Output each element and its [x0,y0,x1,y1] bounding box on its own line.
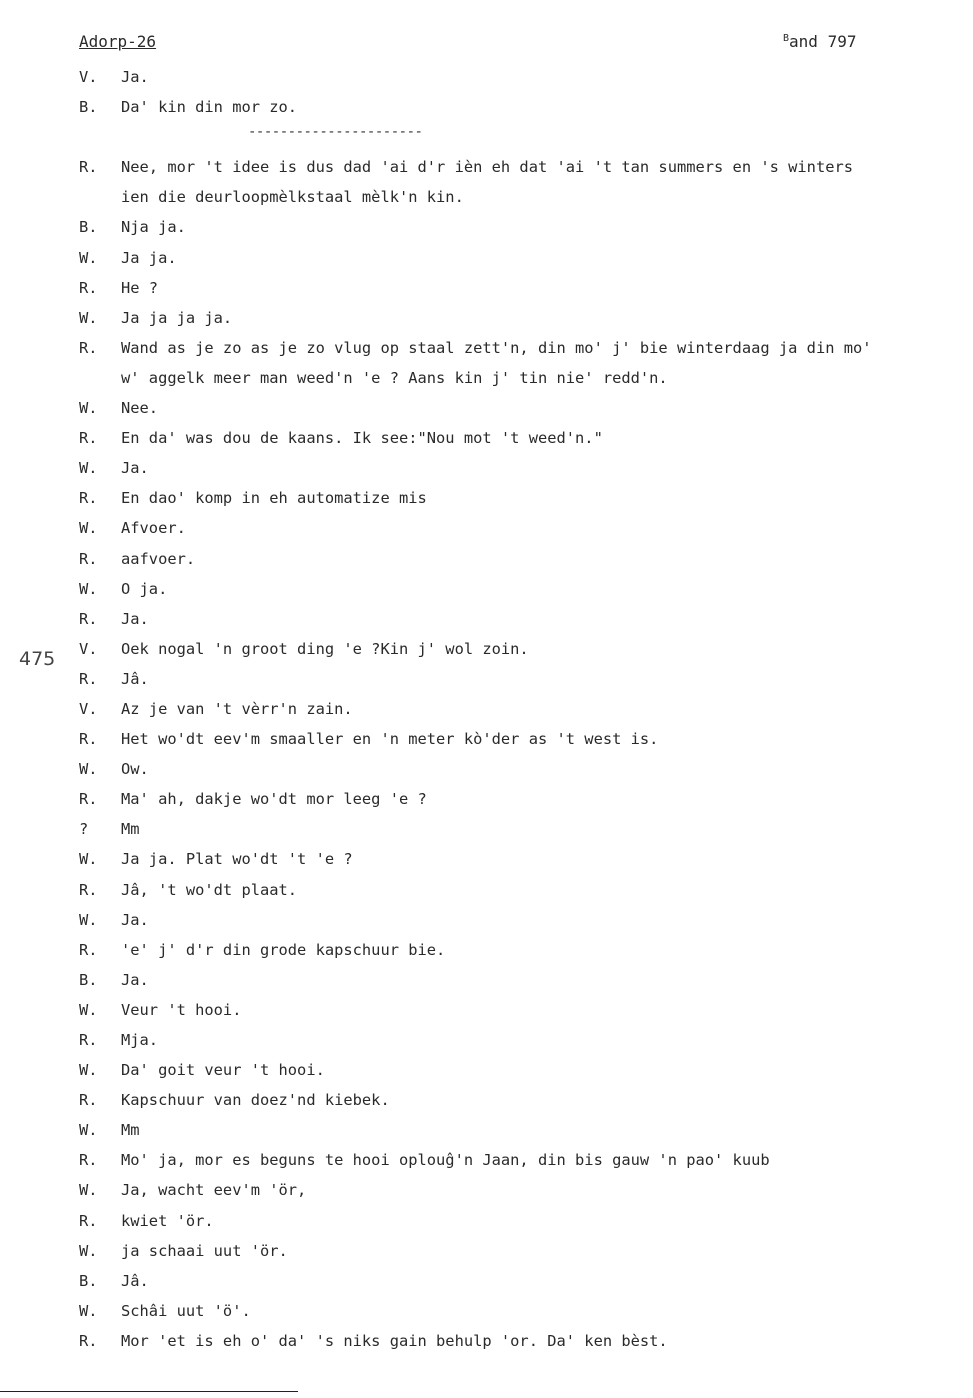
speaker: V. [79,639,98,658]
utterance: w' aggelk meer man weed'n 'e ? Aans kin j' tin nie' redd'n. [121,368,668,387]
utterance: Ja. [121,910,149,929]
transcript-line [79,182,959,212]
speaker: R. [79,1151,98,1170]
transcript-line [79,363,959,393]
speaker: V. [79,68,98,86]
transcript-line [79,604,959,634]
speaker: R. [79,609,98,628]
transcript-line [79,1206,959,1236]
transcript-line [79,1326,959,1356]
utterance: kwiet 'ör. [121,1211,214,1230]
tape-number [783,32,856,51]
speaker: W. [79,1061,98,1080]
speaker: R. [79,669,98,688]
speaker: R. [79,1211,98,1230]
utterance: Az je van 't vèrr'n zain. [121,699,353,718]
utterance: En da' was dou de kaans. Ik see:"Nou mot 't weed'n." [121,429,603,448]
speaker: W. [79,1000,98,1019]
transcript-line [79,393,959,423]
utterance: Nja ja. [121,218,186,237]
utterance: Mo' ja, mor es beguns te hooi oplouĝ'n Jaan, din bis gauw 'n pao' kuub [121,1151,770,1170]
transcript-line [79,1025,959,1055]
tape-mark: B [783,33,790,44]
utterance: Ja. [121,970,149,989]
transcript-line [79,1266,959,1296]
transcript-line [79,875,959,905]
transcript-line [79,92,959,122]
speaker: W. [79,399,98,418]
speaker: B. [79,1271,98,1290]
transcript-line [79,814,959,844]
transcript-line [79,1145,959,1175]
transcript-line [79,544,959,574]
utterance: ien die deurloopmèlkstaal mèlk'n kin. [121,188,464,207]
transcript-line [79,333,959,363]
speaker: R. [79,338,98,357]
transcript-line [79,1175,959,1205]
utterance: Schâi uut 'ö'. [121,1301,251,1320]
transcript-line [79,754,959,784]
utterance: 'e' j' d'r din grode kapschuur bie. [121,940,446,959]
speaker: R. [79,549,98,568]
utterance: Wand as je zo as je zo vlug op staal zett'n, din mo' j' bie winterdaag ja din mo' [121,338,872,357]
utterance: He ? [121,278,159,297]
transcript-line [79,1115,959,1145]
transcript-line [79,634,959,664]
utterance: aafvoer. [121,549,196,568]
speaker: W. [79,1181,98,1200]
utterance: Ja, wacht eev'm 'ör, [121,1181,307,1200]
transcript-line [79,212,959,242]
utterance: Jâ, 't wo'dt plaat. [121,880,298,899]
utterance: ja schaai uut 'ör. [121,1241,288,1260]
speaker: V. [79,699,98,718]
tape-label: and 797 [789,32,857,51]
utterance: Het wo'dt eev'm smaaller en 'n meter kò'der as 't west is. [121,730,659,749]
transcript-line [79,453,959,483]
footer-rule [0,1391,298,1392]
transcript-line [79,1085,959,1115]
utterance: En dao' komp in eh automatize mis [121,489,427,508]
transcript-lines [79,62,959,1356]
utterance: Ja ja. Plat wo'dt 't 'e ? [121,850,353,869]
transcript-line [79,273,959,303]
speaker: W. [79,1241,98,1260]
speaker: W. [79,850,98,869]
speaker: W. [79,760,98,779]
utterance: Afvoer. [121,519,186,538]
utterance: Mm [121,820,140,839]
speaker: R. [79,1091,98,1110]
utterance: Mm [121,1121,140,1140]
speaker: W. [79,248,98,267]
transcript-line [79,664,959,694]
speaker: R. [79,1031,98,1049]
utterance: Ja. [121,459,149,478]
utterance: Ja ja ja ja. [121,308,233,327]
transcript-line [79,483,959,513]
section-separator: ---------------------- [248,124,423,140]
transcript-line [79,935,959,965]
speaker: R. [79,1331,98,1350]
utterance: Mja. [121,1031,159,1049]
utterance: Ja. [121,609,149,628]
speaker: R. [79,880,98,899]
speaker: B. [79,218,98,237]
utterance: Mor 'et is eh o' da' 's niks gain behulp 'or. Da' ken bèst. [121,1331,668,1350]
transcript-line [79,844,959,874]
transcript-line [79,1296,959,1326]
speaker: R. [79,730,98,749]
utterance: Kapschuur van doez'nd kiebek. [121,1091,390,1110]
utterance: Oek nogal 'n groot ding 'e ?Kin j' wol zoin. [121,639,529,658]
speaker: W. [79,519,98,538]
transcript-line [79,694,959,724]
speaker: R. [79,429,98,448]
speaker: R. [79,790,98,809]
speaker: R. [79,278,98,297]
utterance: Ow. [121,760,149,779]
speaker: W. [79,579,98,598]
utterance: Ma' ah, dakje wo'dt mor leeg 'e ? [121,790,427,809]
speaker: R. [79,158,98,177]
utterance: Ja. [121,68,149,86]
transcript-line [79,724,959,754]
speaker: R. [79,940,98,959]
transcript-line [79,303,959,333]
transcript-line [79,965,959,995]
utterance: Nee, mor 't idee is dus dad 'ai d'r ièn eh dat 'ai 't tan summers en 's winters [121,158,854,177]
transcript-line [79,423,959,453]
speaker: R. [79,489,98,508]
transcript-line [79,152,959,182]
utterance: Jâ. [121,669,149,688]
separator-gap [79,122,959,152]
speaker: W. [79,910,98,929]
transcript-line [79,995,959,1025]
transcript-line [79,574,959,604]
utterance: Veur 't hooi. [121,1000,242,1019]
speaker: B. [79,98,98,117]
transcript-line [79,1055,959,1085]
speaker: W. [79,1301,98,1320]
speaker: W. [79,459,98,478]
speaker: W. [79,308,98,327]
transcript-line [79,1236,959,1266]
speaker: W. [79,1121,98,1140]
utterance: Da' goit veur 't hooi. [121,1061,325,1080]
transcript-line [79,784,959,814]
transcript-line [79,62,959,92]
utterance: Jâ. [121,1271,149,1290]
utterance: Ja ja. [121,248,177,267]
transcript-line [79,243,959,273]
document-reference: Adorp-26 [79,32,157,51]
transcript-line [79,513,959,543]
speaker: B. [79,970,98,989]
transcript-line [79,905,959,935]
utterance: Da' kin din mor zo. [121,98,298,117]
margin-counter: 475 [19,648,56,670]
utterance: Nee. [121,399,159,418]
utterance: O ja. [121,579,168,598]
speaker: ? [79,820,89,839]
